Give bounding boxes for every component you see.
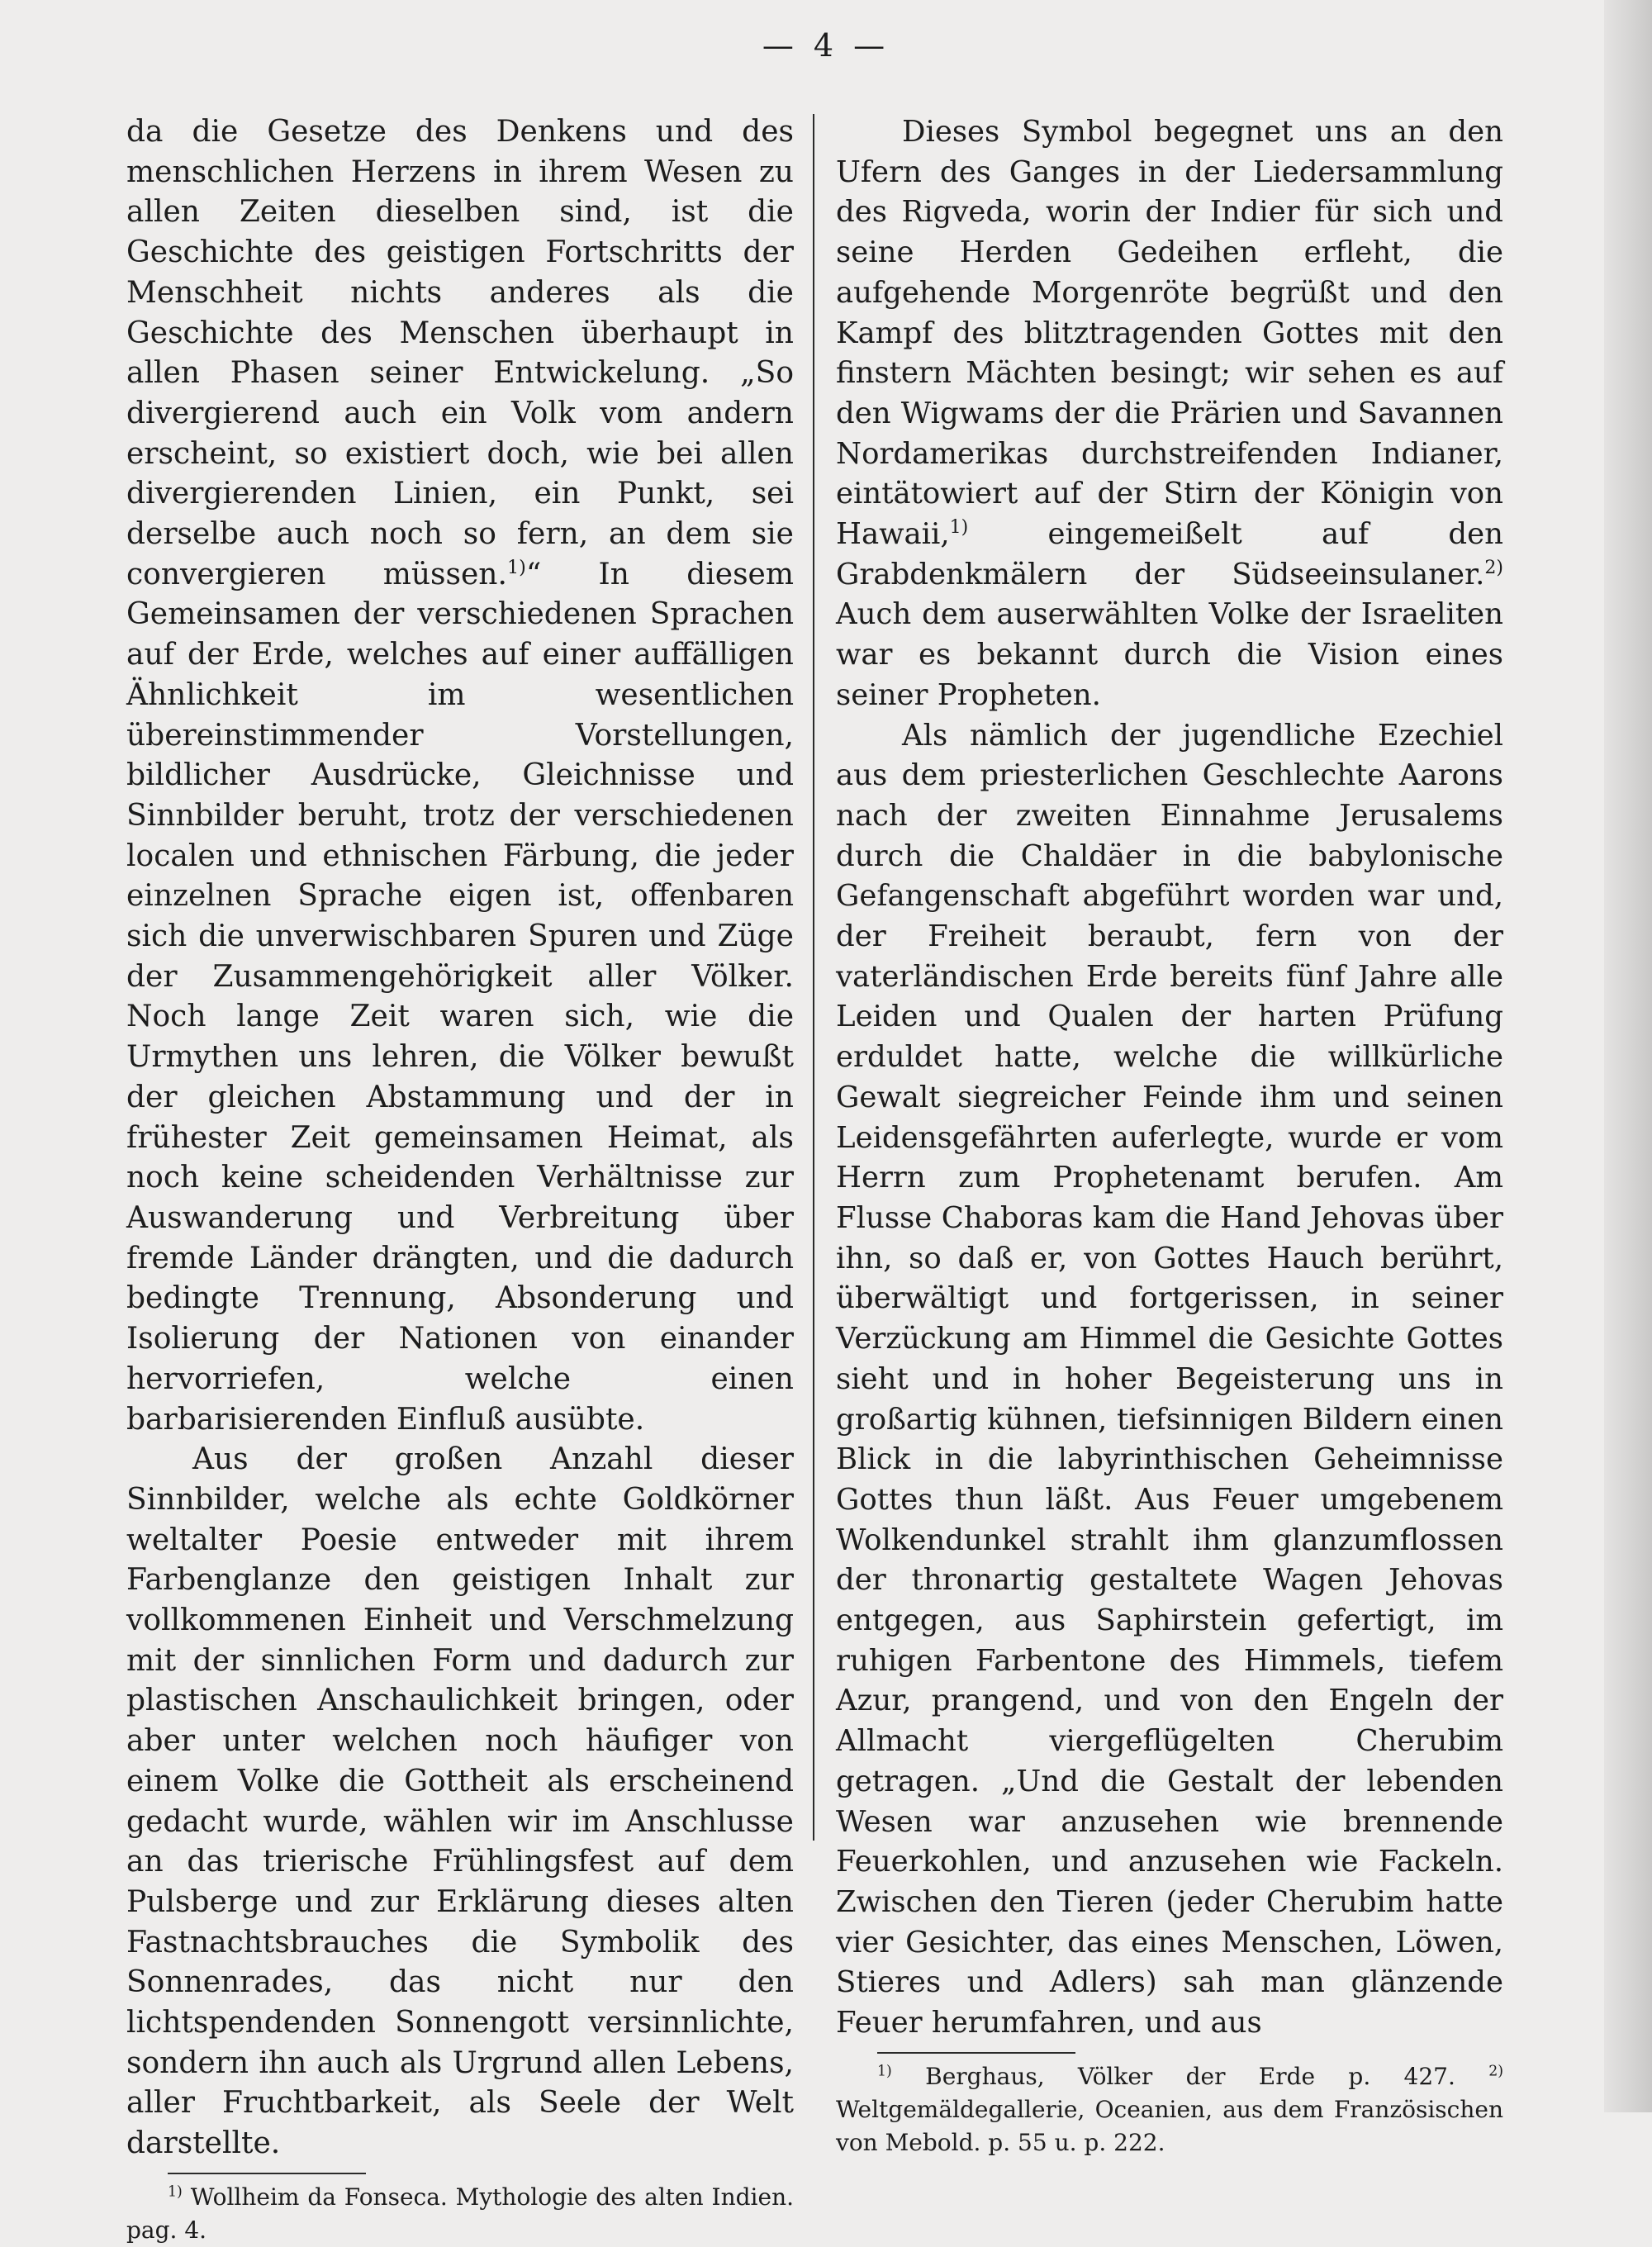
page-number: — 4 — <box>762 27 890 64</box>
page-edge-shadow <box>1604 0 1652 2112</box>
right-paragraph-2: Als nämlich der jugendliche Ezechiel aus dem priesterlichen Geschlechte Aarons nach der zweiten Einnahme Jerusalems durch die Chaldäer in die babylonische Gefangenschaft abgeführt worden war und, der Freiheit beraubt, fern von der vaterländischen Erde bereits fünf Jahre alle Leiden und Qualen der harten Prüfung erduldet hatte, welche die willkürliche Gewalt siegreicher Feinde ihm und seinen Leidensgefährten auferlegte, wurde er vom Herrn zum Prophetenamt berufen. Am Flusse Chaboras kam die Hand Jehovas über ihn, so daß er, von Gottes Hauch berührt, überwältigt und fortgerissen, in seiner Verzückung am Himmel die Gesichte Gottes sieht und in hoher Begeisterung uns in großartig kühnen, tiefsinnigen Bildern einen Blick in die labyrinthischen Geheimnisse Gottes thun läßt. Aus Feuer umgebenem Wolkendunkel strahlt ihm glanzumflossen der thronartig gestaltete Wagen Jehovas entgegen, aus Saphirstein gefertigt, im ruhigen Farbentone des Himmels, tiefem Azur, prangend, und von den Engeln der Allmacht viergeflügelten Cherubim getragen. „Und die Gestalt der lebenden Wesen war anzusehen wie brennende Feuerkohlen, und anzusehen wie Fackeln. Zwischen den Tieren (jeder Cherubim hatte vier Gesichter, das eines Menschen, Löwen, Stieres und Adlers) sah man glänzende Feuer herumfahren, und aus <box>836 718 1503 2040</box>
footnote-ref-2: 2) <box>1484 557 1503 578</box>
left-paragraph-1-continuation: “ In diesem Gemeinsamen der verschiedenen Sprachen auf der Erde, welches auf einer auffälligen Ähnlichkeit im wesentlichen übereinstimmender Vorstellungen, bildlicher Ausdrücke, Gleichnisse und Sinnbilder beruht, trotz der verschiedenen localen und ethnischen Färbung, die jeder einzelnen Sprache eigen ist, offenbaren sich die unverwischbaren Spuren und Züge der Zusammengehörigkeit aller Völker. Noch lange Zeit waren sich, wie die Urmythen uns lehren, die Völker bewußt der gleichen Abstammung und der in frühester Zeit gemeinsamen Heimat, als noch keine scheidenden Verhältnisse zur Auswanderung und Verbreitung über fremde Länder drängten, und die dadurch bedingte Trennung, Absonderung und Isolierung der Nationen von einander hervorriefen, welche einen barbarisierenden Einfluß ausübte. <box>126 557 794 1437</box>
left-paragraph-1 <box>126 112 794 1440</box>
footnote-divider <box>877 2052 1075 2054</box>
right-paragraph-1-end: Auch dem auserwählten Volke der Israeliten war es bekannt durch die Vision eines seiner Propheten. <box>836 597 1503 712</box>
footnote-marker-2: 2) <box>1488 2063 1504 2080</box>
right-footnotes <box>836 2060 1503 2159</box>
footnote-ref-1: 1) <box>506 556 526 578</box>
left-column <box>126 112 794 2247</box>
right-paragraph-1-middle: eingemeißelt auf den Grabdenkmälern der Südseeinsulaner. <box>836 517 1503 591</box>
left-paragraph-1-text: da die Gesetze des Denkens und des menschlichen Herzens in ihrem Wesen zu allen Zeiten dieselben sind, ist die Geschichte des geistigen Fortschritts der Menschheit nichts anderes als die Geschichte des Menschen überhaupt in allen Phasen seiner Entwickelung. „So divergierend auch ein Volk vom andern erscheint, so existiert doch, wie bei allen divergierenden Linien, ein Punkt, sei derselbe auch noch so fern, an dem sie convergieren müssen. <box>126 115 794 591</box>
footnote-text-1: Berghaus, Völker der Erde p. 427. <box>925 2062 1455 2090</box>
column-divider <box>813 114 814 1841</box>
footnote-marker: 1) <box>168 2183 183 2201</box>
right-paragraph-1-text: Dieses Symbol begegnet uns an den Ufern des Ganges in der Liedersammlung des Rigveda, worin der Indier für sich und seine Herden Gedeihen erfleht, die aufgehende Morgenröte begrüßt und den Kampf des blitztragenden Gottes mit den finstern Mächten besingt; wir sehen es auf den Wigwams der die Prärien und Savannen Nordamerikas durchstreifenden Indianer, eintätowiert auf der Stirn der Königin von Hawaii, <box>836 115 1503 552</box>
left-paragraph-2: Aus der großen Anzahl dieser Sinnbilder, welche als echte Goldkörner weltalter Poesie entweder mit ihrem Farbenglanze den geistigen Inhalt zur vollkommenen Einheit und Verschmelzung mit der sinnlichen Form und dadurch zur plastischen Anschaulichkeit bringen, oder aber unter welchen noch häufiger von einem Volke die Gottheit als erscheinend gedacht wurde, wählen wir im Anschlusse an das trierische Frühlingsfest auf dem Pulsberge und zur Erklärung dieses alten Fastnachtsbrauches die Symbolik des Sonnenrades, das nicht nur den lichtspendenden Sonnengott versinnlichte, sondern ihn auch als Urgrund allen Lebens, aller Fruchtbarkeit, als Seele der Welt darstellte. <box>126 1442 794 2161</box>
right-column <box>836 112 1503 2159</box>
footnote-marker-1: 1) <box>877 2063 892 2080</box>
footnote-ref-1: 1) <box>949 517 969 539</box>
footnote-text: Wollheim da Fonseca. Mythologie des alten Indien. pag. 4. <box>126 2183 795 2244</box>
footnote-text-2: Weltgemäldegallerie, Oceanien, aus dem Französischen von Mebold. p. 55 u. p. 222. <box>836 2095 1503 2156</box>
footnote-divider <box>168 2173 366 2174</box>
right-paragraph-1 <box>836 112 1503 716</box>
left-footnote <box>126 2181 794 2247</box>
